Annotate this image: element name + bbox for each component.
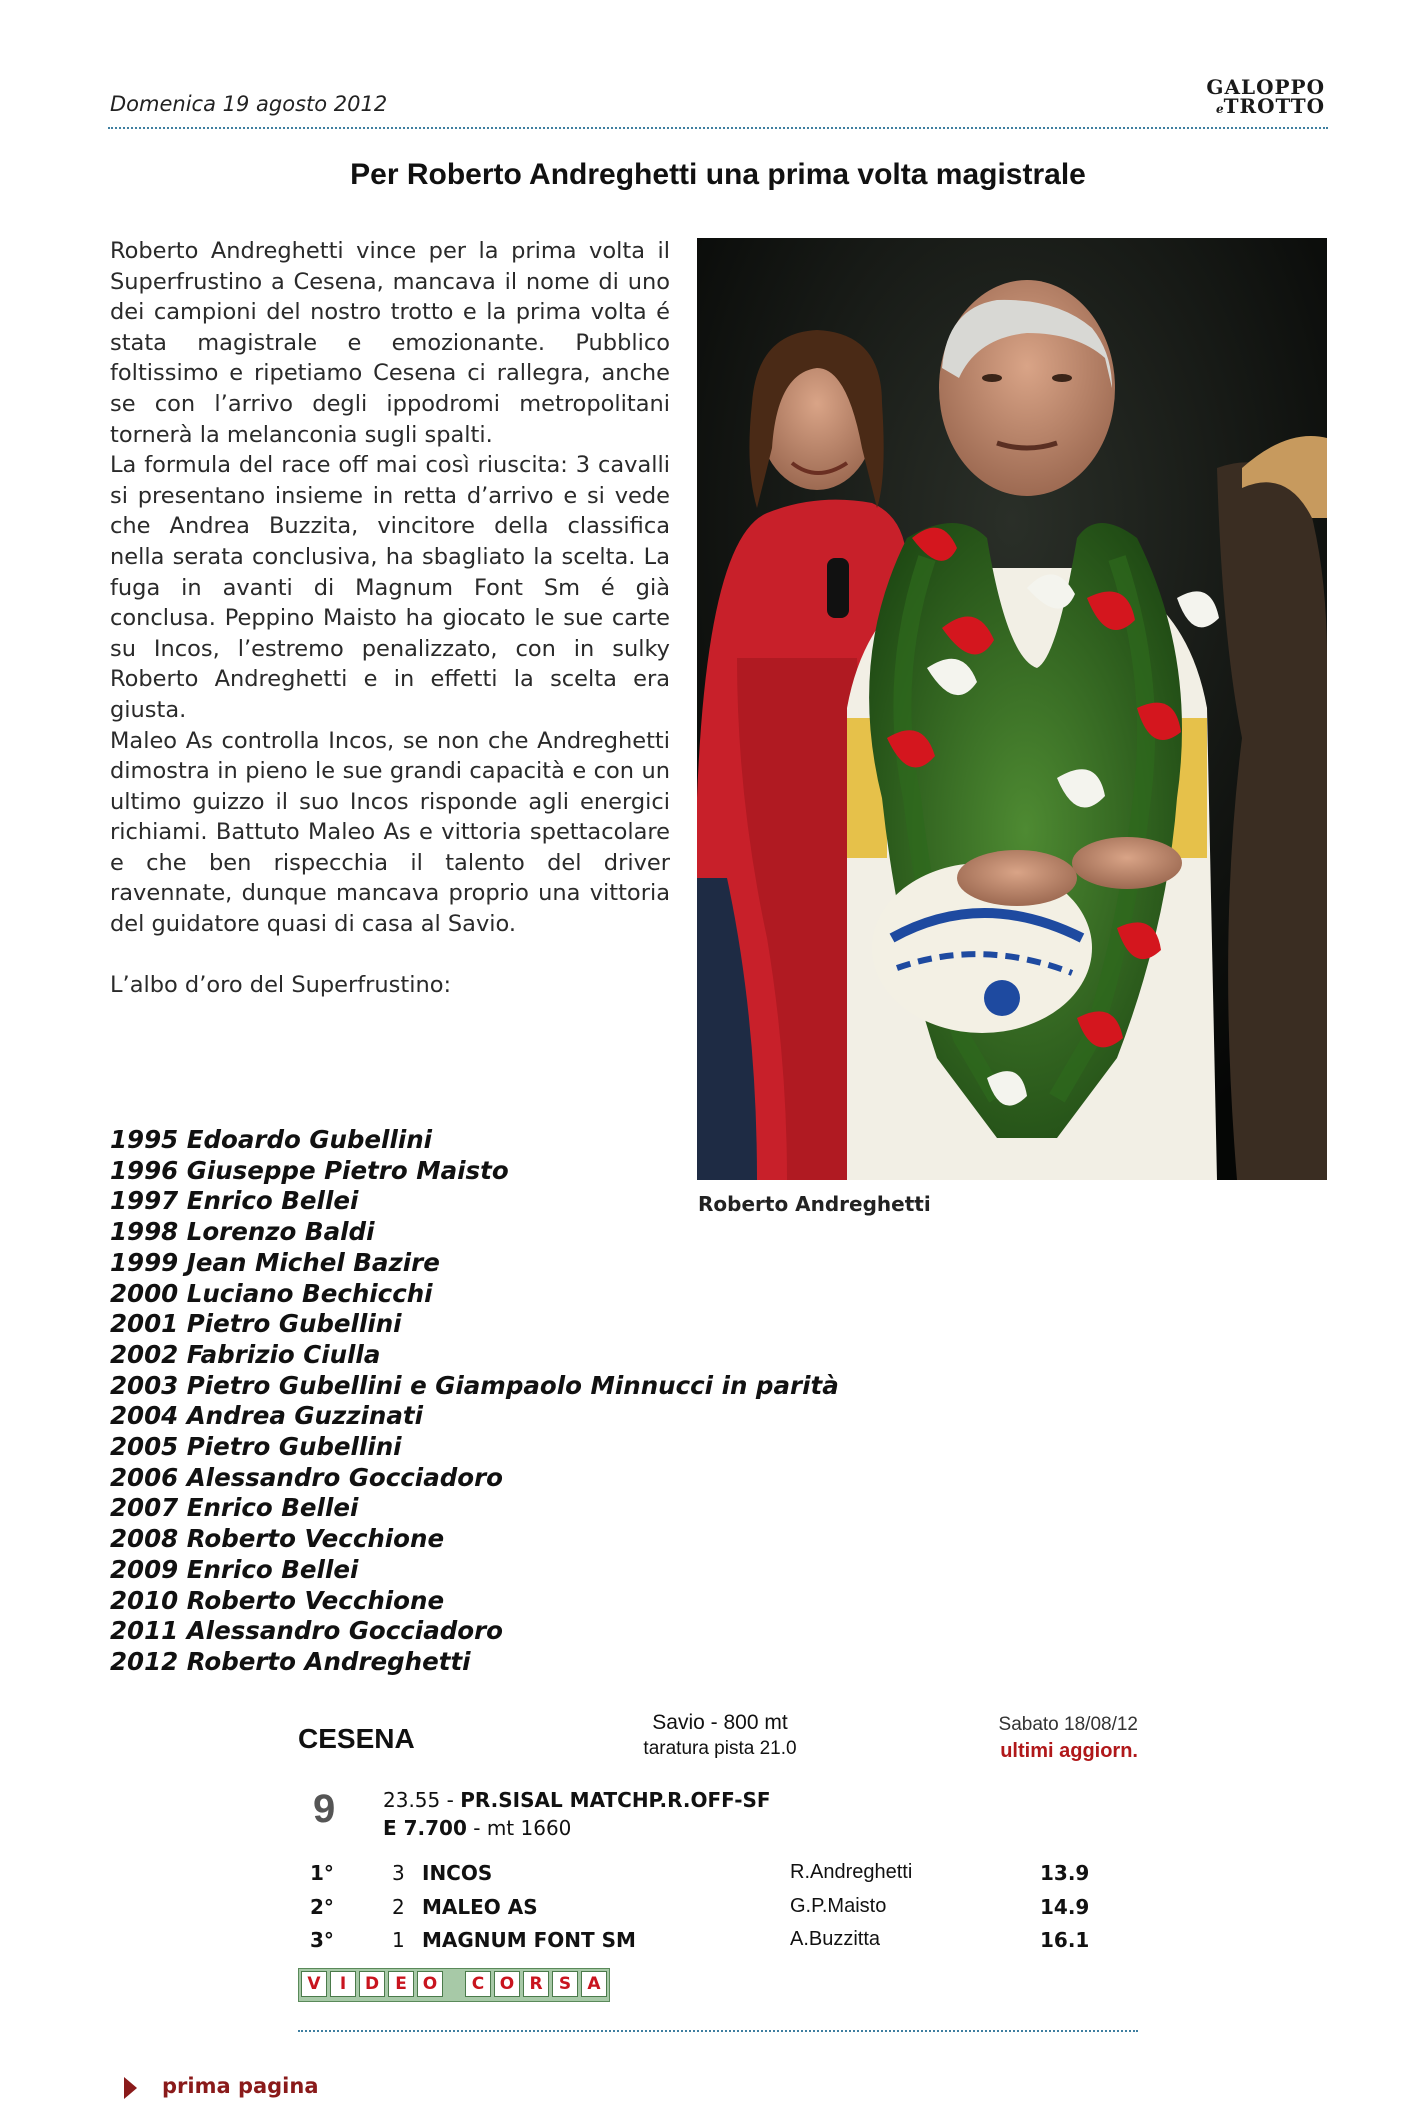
race-divider [298,2030,1138,2032]
result-number: 1 [392,1928,405,1952]
result-horse: MALEO AS [422,1895,538,1919]
race-purse: E 7.700 [383,1816,467,1840]
article-title: Per Roberto Andreghetti una prima volta magistrale [350,158,1086,191]
race-title-line: 23.55 - PR.SISAL MATCHP.R.OFF-SF [383,1788,771,1812]
race-track-name: Savio - 800 mt [652,1711,788,1734]
race-info [383,1786,771,1842]
race-time: 23.55 [383,1788,441,1812]
albo-doro-list [110,1125,839,1678]
albo-entry: 2012 Roberto Andreghetti [110,1646,471,1676]
albo-entry: 2002 Fabrizio Ciulla [110,1339,381,1369]
result-number: 3 [392,1861,405,1885]
albo-entry: 1995 Edoardo Gubellini [110,1125,433,1154]
video-letter: C [465,1971,491,1997]
albo-entry: 2003 Pietro Gubellini e Giampaolo Minnucci in parità [110,1370,839,1400]
prima-pagina-link[interactable]: prima pagina [162,2074,319,2098]
video-letter: O [494,1971,520,1997]
albo-entry: 2007 Enrico Bellei [110,1493,359,1523]
albo-entry: 2001 Pietro Gubellini [110,1309,402,1339]
article-paragraph-2: La formula del race off mai così riuscita: 3 cavalli si presentano insieme in retta d’arrivo e si vede che Andrea Buzzita, vincitore della classifica nella serata conclusiva, ha sbagliato la scelta. La fuga in avanti di Magnum Font Sm é già conclusa. Peppino Maisto ha giocato le sue carte su Incos, l’estremo penalizzato, con in sulky Roberto Andreghetti e in effetti la scelta era giusta. [110,452,670,723]
race-name: PR.SISAL MATCHP.R.OFF-SF [460,1788,771,1812]
article-paragraph-1: Roberto Andreghetti vince per la prima volta il Superfrustino a Cesena, mancava il nome di uno dei campioni del nostro trotto e la prima volta é stata magistrale e emozionante. Pubblico foltissimo e ripetiamo Cesena ci rallegra, anche se con l’arrivo degli ippodromi metropolitani tornerà la melanconia sugli spalti. [110,238,670,448]
result-driver: A.Buzzitta [790,1928,881,1950]
photo-caption: Roberto Andreghetti [698,1192,931,1216]
race-calibration: taratura pista 21.0 [643,1738,797,1759]
result-driver: G.P.Maisto [790,1895,887,1917]
video-letter: D [359,1971,385,1997]
race-update-label: ultimi aggiorn. [1000,1740,1138,1762]
result-odds: 16.1 [1040,1928,1090,1952]
result-row [310,1895,1140,1929]
video-letter: I [330,1971,356,1997]
albo-entry: 1997 Enrico Bellei [110,1186,359,1216]
result-horse: MAGNUM FONT SM [422,1928,636,1952]
albo-entry: 2008 Roberto Vecchione [110,1524,445,1554]
race-purse-line: E 7.700 - mt 1660 [383,1816,572,1840]
video-letter: V [301,1971,327,1997]
header-divider [108,127,1328,129]
albo-entry: 2010 Roberto Vecchione [110,1585,445,1615]
result-row [310,1928,1140,1962]
albo-entry: 2009 Enrico Bellei [110,1554,359,1584]
result-position: 1° [310,1861,334,1885]
logo-connector: e [1215,102,1224,116]
race-distance: mt 1660 [486,1816,572,1840]
result-odds: 14.9 [1040,1895,1090,1919]
albo-intro: L’albo d’oro del Superfrustino: [110,971,452,998]
header-date: Domenica 19 agosto 2012 [110,92,388,116]
race-date: Sabato 18/08/12 [998,1714,1138,1735]
logo-line-1: GALOPPO [1206,75,1325,99]
race-date-block [900,1712,1138,1764]
article-paragraph-3: Maleo As controlla Incos, se non che Andreghetti dimostra in pieno le sue grandi capacità e con un ultimo guizzo il suo Incos risponde agli energici richiami. Battuto Maleo As e vittoria spettacolare e che ben rispecchia il talento del driver ravennate, dunque mancava proprio una vittoria del guidatore quasi di casa al Savio. [110,727,670,938]
article-body [110,236,670,1000]
video-spacer [446,1971,462,1997]
result-horse: INCOS [422,1861,493,1885]
video-letter: S [552,1971,578,1997]
logo-line-2 [1205,94,1325,119]
race-track [560,1710,880,1762]
race-city: CESENA [298,1723,415,1754]
article-photo [697,238,1327,1180]
albo-entry: 2005 Pietro Gubellini [110,1432,402,1462]
result-odds: 13.9 [1040,1861,1090,1885]
race-number: 9 [313,1787,336,1831]
albo-entry: 2000 Luciano Bechicchi [110,1278,433,1308]
video-letter: E [388,1971,414,1997]
publication-logo [1205,75,1325,119]
logo-line-2-text: TROTTO [1223,94,1325,118]
result-position: 3° [310,1928,334,1952]
result-row [310,1861,1140,1895]
arrow-right-icon [124,2077,137,2099]
video-letter: O [417,1971,443,1997]
result-driver: R.Andreghetti [790,1861,913,1883]
albo-entry: 2006 Alessandro Gocciadoro [110,1462,504,1492]
photo-illustration [697,238,1327,1180]
video-letter: A [581,1971,607,1997]
video-letter: R [523,1971,549,1997]
albo-entry: 1999 Jean Michel Bazire [110,1247,440,1277]
albo-entry: 2011 Alessandro Gocciadoro [110,1616,504,1646]
result-number: 2 [392,1895,405,1919]
albo-entry: 1998 Lorenzo Baldi [110,1217,375,1247]
albo-entry: 1996 Giuseppe Pietro Maisto [110,1155,509,1185]
video-corsa-button[interactable] [298,1968,610,2002]
albo-entry: 2004 Andrea Guzzinati [110,1401,423,1431]
result-position: 2° [310,1895,334,1919]
